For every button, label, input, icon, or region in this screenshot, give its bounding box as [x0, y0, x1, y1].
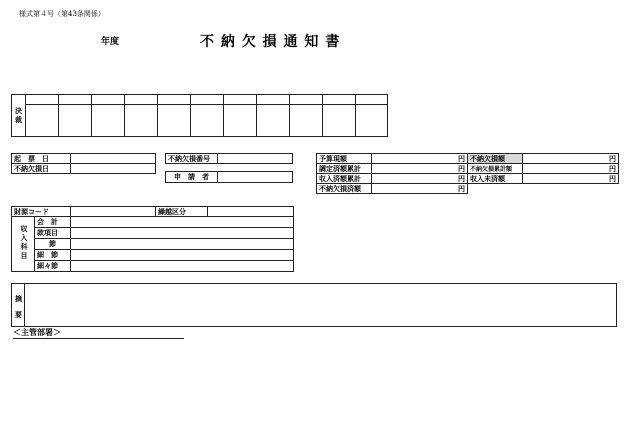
approval-seal-cell[interactable] [26, 105, 57, 136]
approval-label: 決裁 [15, 107, 22, 124]
summary-box[interactable] [11, 283, 617, 327]
fiscal-year-label: 年度 [101, 37, 120, 47]
budget-right-value[interactable]: 円 [522, 153, 619, 164]
budget-row-value[interactable]: 円 [371, 173, 468, 184]
budget-row-value[interactable]: 円 [371, 153, 468, 164]
department-line [13, 338, 184, 339]
budget-right-label: 収入未済額 [467, 173, 523, 184]
form-title: 不 納 欠 損 通 知 書 [200, 34, 341, 50]
approval-seal-cell[interactable] [224, 105, 255, 136]
source-code-label: 財源コード [11, 206, 71, 217]
write-off-number-field[interactable] [217, 153, 293, 164]
applicant-field[interactable] [217, 171, 293, 183]
carryover-label: 繰越区分 [155, 206, 208, 217]
approval-seal-cell[interactable] [290, 105, 321, 136]
subject-label: 収入科目 [20, 225, 28, 260]
origin-date-label: 起 票 日 [11, 153, 71, 164]
approval-seal-cell[interactable] [59, 105, 90, 136]
subject-row-field[interactable] [70, 260, 294, 272]
subject-row-label: 細 節 [34, 249, 71, 261]
budget-row-value[interactable]: 円 [371, 163, 468, 174]
approval-seal-cell[interactable] [356, 105, 387, 136]
summary-label: 摘要 [15, 295, 22, 319]
approval-seal-cell[interactable] [323, 105, 354, 136]
subject-row-label: 細々節 [34, 260, 71, 272]
subject-row-label: 款項目 [34, 227, 71, 239]
budget-row-label: 不納欠損済額 [316, 183, 372, 194]
approval-seal-cell[interactable] [125, 105, 156, 136]
budget-row-label: 収入済額累計 [316, 173, 372, 184]
write-off-number-label: 不納欠損番号 [165, 153, 218, 164]
form-label: 様式第４号（第43条関係） [19, 10, 105, 18]
department-label: ＜主管部署＞ [13, 328, 61, 337]
write-off-date-field[interactable] [70, 163, 156, 174]
subject-row-label: 節 [34, 238, 71, 250]
approval-seal-cell[interactable] [158, 105, 189, 136]
budget-right-label: 不納欠損額 [467, 153, 523, 164]
subject-block [11, 216, 35, 272]
budget-row-value[interactable]: 円 [371, 183, 468, 194]
approval-seal-cell[interactable] [257, 105, 288, 136]
approval-seal-cell[interactable] [92, 105, 123, 136]
applicant-label: 申 請 者 [165, 171, 218, 183]
budget-right-value[interactable]: 円 [522, 163, 619, 174]
budget-row-label: 調定済額累計 [316, 163, 372, 174]
budget-row-label: 予算現額 [316, 153, 372, 164]
budget-right-value[interactable]: 円 [522, 173, 619, 184]
budget-right-label: 不納欠損累計額 [467, 163, 523, 174]
write-off-date-label: 不納欠損日 [11, 163, 71, 174]
approval-seal-cell[interactable] [191, 105, 222, 136]
subject-row-label: 会 計 [34, 216, 71, 228]
approval-block [11, 94, 388, 137]
